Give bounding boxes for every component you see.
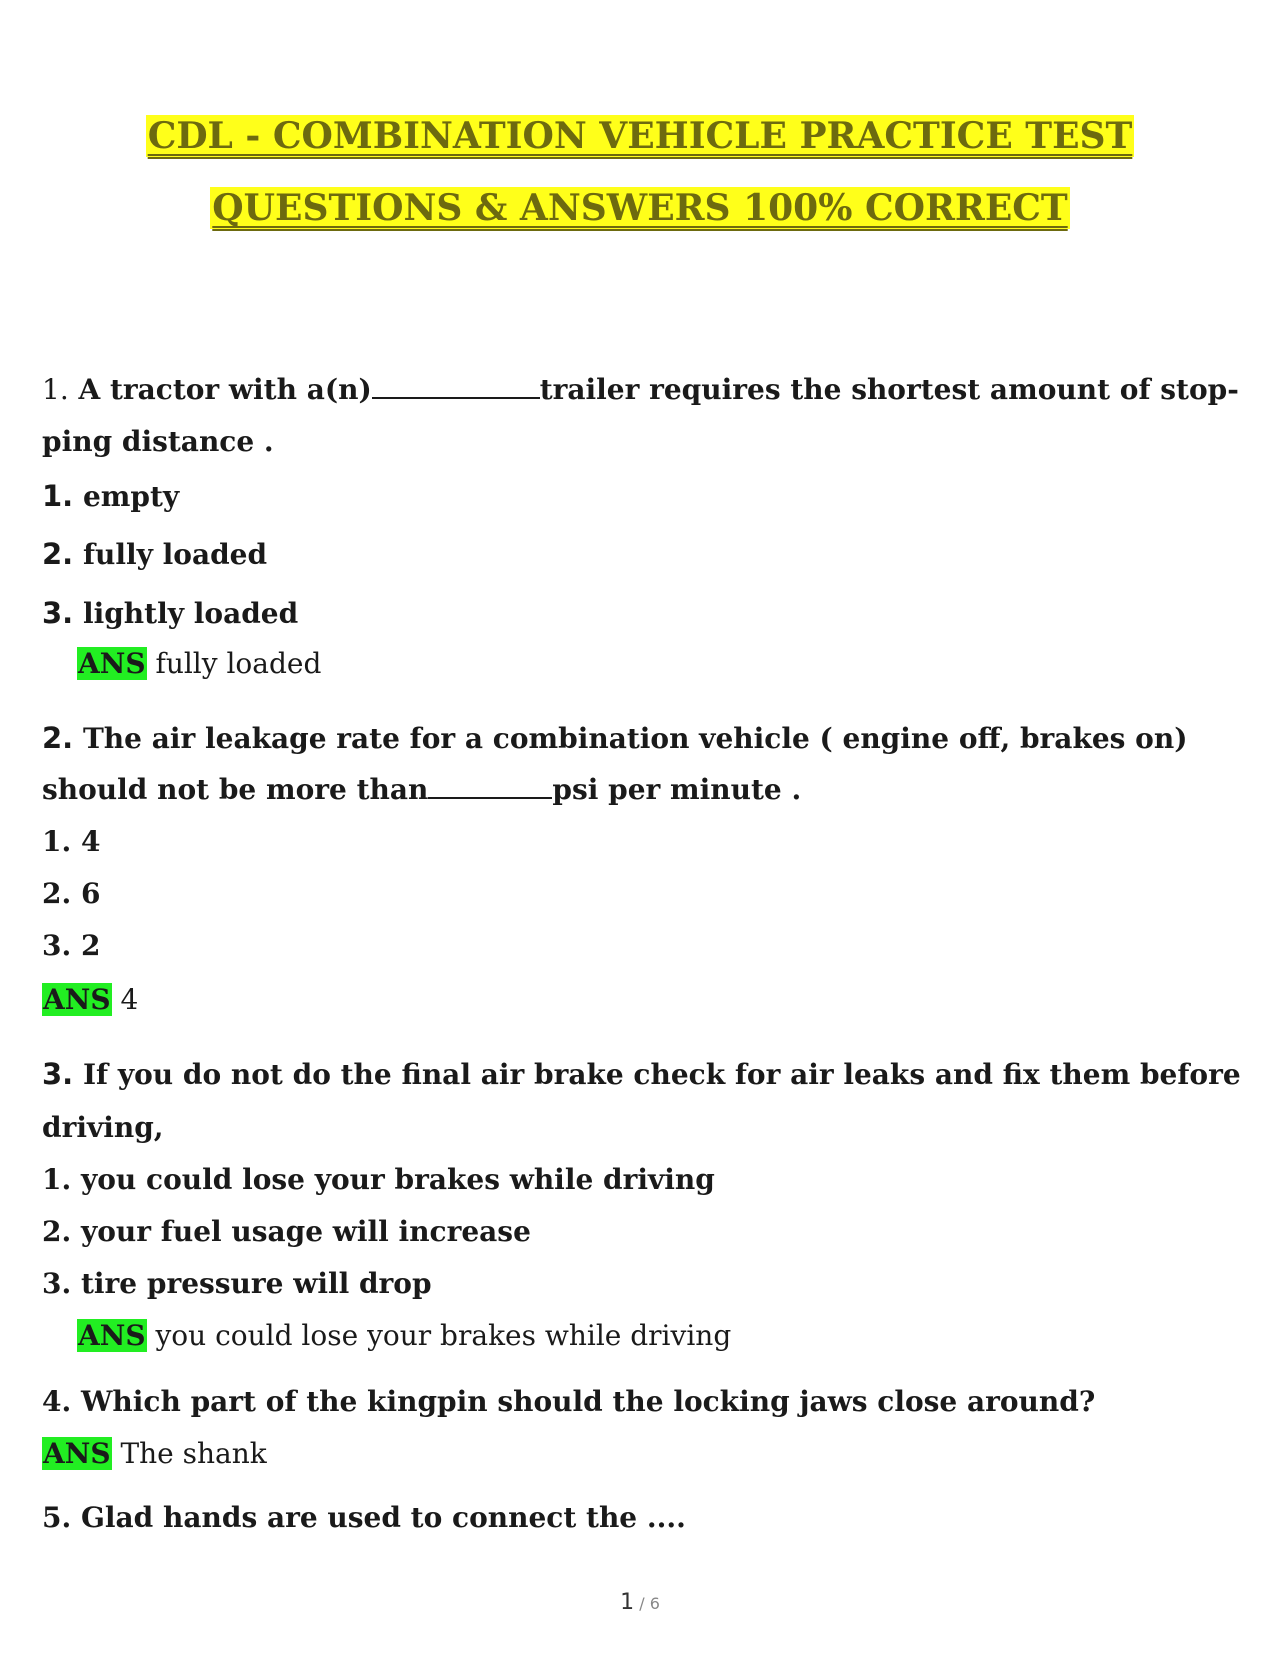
- answer-line: [42, 982, 1220, 1018]
- question-5: [42, 1500, 1220, 1536]
- answer-line: [42, 1436, 1220, 1472]
- option-item: [42, 536, 1220, 573]
- question-text: The air leakage rate for a combination vehicle ( engine off, brakes on): [82, 722, 1188, 755]
- option-text: empty: [82, 480, 180, 513]
- question-3: [42, 1056, 1241, 1093]
- question-text: driving,: [42, 1111, 164, 1144]
- page-indicator: [0, 1590, 1280, 1615]
- answer-badge: ANS: [78, 1319, 146, 1352]
- question-4: [42, 1384, 1220, 1420]
- question-2: [42, 720, 1220, 757]
- title-line-1: [0, 112, 1280, 160]
- fill-in-blank: [428, 795, 552, 799]
- question-text: If you do not do the final air brake check for air leaks and fix them before: [82, 1058, 1241, 1091]
- answer-line: [77, 646, 1220, 682]
- total-pages: / 6: [639, 1594, 660, 1613]
- option-number: 2.: [42, 1215, 72, 1248]
- question-text: should not be more than: [42, 773, 429, 806]
- title-text-2: QUESTIONS & ANSWERS 100% CORRECT: [212, 187, 1068, 229]
- question-1: [42, 372, 1239, 408]
- option-item: [42, 1214, 1220, 1250]
- question-3-cont: [42, 1110, 1220, 1146]
- title-line-2: [0, 184, 1280, 232]
- option-text: 4: [80, 825, 101, 858]
- answer-text: you could lose your brakes while driving: [155, 1319, 732, 1352]
- current-page: 1: [620, 1590, 635, 1615]
- option-item: [42, 824, 1220, 860]
- option-number: 3.: [42, 596, 74, 630]
- option-text: fully loaded: [82, 538, 268, 571]
- option-text: 6: [80, 877, 101, 910]
- option-number: 1.: [42, 479, 74, 513]
- question-text: A tractor with a(n): [78, 373, 372, 406]
- question-text: Glad hands are used to connect the ....: [80, 1501, 686, 1534]
- question-1-cont: [42, 424, 1220, 460]
- question-text: trailer requires the shortest amount of stop-: [539, 373, 1239, 406]
- option-text: you could lose your brakes while driving: [80, 1163, 715, 1196]
- option-item: [42, 928, 1220, 964]
- question-text: psi per minute .: [552, 773, 802, 806]
- question-number: 4.: [42, 1385, 72, 1418]
- answer-badge: ANS: [78, 647, 146, 680]
- option-text: 2: [80, 929, 101, 962]
- question-number: 2.: [42, 721, 74, 755]
- option-number: 1.: [42, 825, 72, 858]
- option-number: 2.: [42, 537, 74, 571]
- option-text: your fuel usage will increase: [80, 1215, 531, 1248]
- option-number: 1.: [42, 1163, 72, 1196]
- answer-text: The shank: [120, 1437, 267, 1470]
- title-text-1: CDL - COMBINATION VEHICLE PRACTICE TEST: [147, 115, 1133, 157]
- option-number: 3.: [42, 1267, 72, 1300]
- option-text: tire pressure will drop: [80, 1267, 432, 1300]
- answer-line: [77, 1318, 1220, 1354]
- option-item: [42, 1162, 1220, 1198]
- question-text: ping distance .: [42, 425, 274, 458]
- option-item: [42, 876, 1220, 912]
- option-text: lightly loaded: [82, 597, 299, 630]
- answer-badge: ANS: [43, 1437, 111, 1470]
- question-number: 3.: [42, 1057, 74, 1091]
- answer-text: 4: [120, 983, 139, 1016]
- option-item: [42, 1266, 1220, 1302]
- question-2-cont: [42, 772, 1220, 808]
- option-item: [42, 478, 1220, 515]
- question-number: 1.: [42, 373, 69, 406]
- question-text: Which part of the kingpin should the locking jaws close around?: [80, 1385, 1096, 1418]
- option-number: 2.: [42, 877, 72, 910]
- fill-in-blank: [372, 395, 540, 399]
- answer-text: fully loaded: [155, 647, 322, 680]
- option-number: 3.: [42, 929, 72, 962]
- option-item: [42, 595, 1220, 632]
- question-number: 5.: [42, 1501, 72, 1534]
- answer-badge: ANS: [43, 983, 111, 1016]
